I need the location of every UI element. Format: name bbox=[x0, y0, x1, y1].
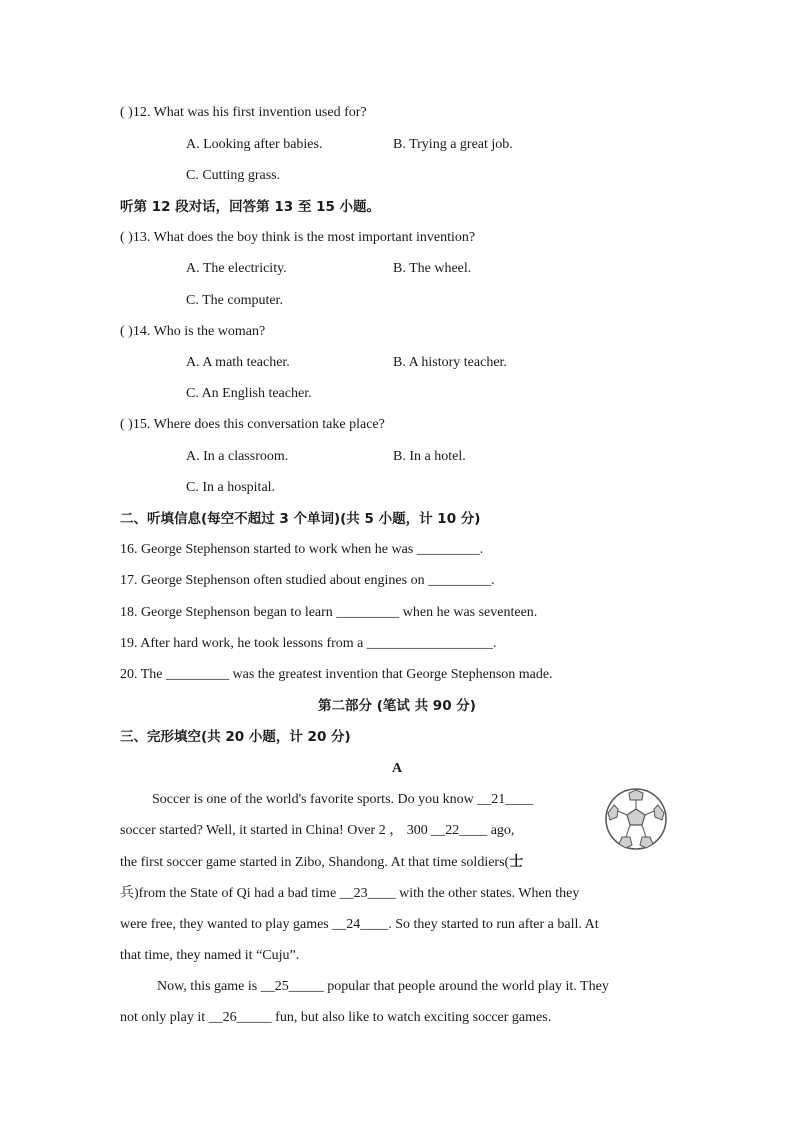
passage-text: ago, bbox=[487, 823, 515, 838]
question-15-option-b: B. In a hotel. bbox=[393, 449, 466, 464]
passage-text: )from the State of Qi had a bad time bbox=[134, 886, 340, 901]
passage-line-5 bbox=[120, 916, 599, 934]
fill-item-18: 18. George Stephenson began to learn _________ when he was seventeen. bbox=[120, 605, 538, 620]
instruction-dialogue-12: 听第 12 段对话，回答第 13 至 15 小题。 bbox=[120, 199, 381, 215]
passage-line-7 bbox=[157, 978, 609, 996]
blank-22: __22____ bbox=[431, 823, 488, 838]
passage-text: not only play it bbox=[120, 1010, 209, 1025]
passage-text: Soccer is one of the world's favorite sports. Do you know bbox=[152, 792, 478, 807]
passage-text: fun, but also like to watch exciting soccer games. bbox=[271, 1010, 552, 1025]
question-12-option-b: B. Trying a great job. bbox=[393, 137, 513, 152]
blank-23: __23____ bbox=[339, 886, 396, 901]
passage-line-6: that time, they named it “Cuju”. bbox=[120, 948, 300, 963]
fill-item-16: 16. George Stephenson started to work when he was _________. bbox=[120, 542, 484, 557]
question-12-option-c: C. Cutting grass. bbox=[186, 168, 281, 183]
question-15-stem: ( )15. Where does this conversation take place? bbox=[120, 417, 385, 432]
passage-line-4 bbox=[120, 884, 579, 903]
passage-text: soccer started? Well, it started in China! Over 2 ， 300 bbox=[120, 823, 432, 838]
question-14-option-b: B. A history teacher. bbox=[393, 355, 507, 370]
passage-text: the first soccer game started in Zibo, Shandong. At that time soldiers( bbox=[120, 855, 510, 870]
question-13-option-c: C. The computer. bbox=[186, 293, 283, 308]
question-14-option-c: C. An English teacher. bbox=[186, 386, 312, 401]
passage-text: Now, this game is bbox=[157, 979, 261, 994]
passage-line-8 bbox=[120, 1009, 551, 1027]
question-13-option-a: A. The electricity. bbox=[186, 261, 287, 276]
passage-text: were free, they wanted to play games bbox=[120, 917, 333, 932]
question-14-stem: ( )14. Who is the woman? bbox=[120, 324, 266, 339]
passage-line-2 bbox=[120, 822, 514, 840]
question-15-option-a: A. In a classroom. bbox=[186, 449, 289, 464]
question-12-stem: ( )12. What was his first invention used for? bbox=[120, 105, 367, 120]
question-12-option-a: A. Looking after babies. bbox=[186, 137, 323, 152]
blank-24: __24____ bbox=[332, 917, 389, 932]
blank-26: __26_____ bbox=[208, 1010, 272, 1025]
passage-line-3 bbox=[120, 853, 523, 872]
blank-25: __25_____ bbox=[260, 979, 324, 994]
section-2-title: 二、听填信息(每空不超过 3 个单词)(共 5 小题，计 10 分) bbox=[120, 511, 481, 527]
passage-line-1 bbox=[152, 791, 533, 809]
passage-cjk-text: 士 bbox=[509, 854, 524, 870]
soccer-ball-icon bbox=[604, 787, 668, 851]
question-13-stem: ( )13. What does the boy think is the most important invention? bbox=[120, 230, 476, 245]
question-15-option-c: C. In a hospital. bbox=[186, 480, 276, 495]
passage-text: with the other states. When they bbox=[395, 886, 580, 901]
fill-item-19: 19. After hard work, he took lessons from a __________________. bbox=[120, 636, 497, 651]
fill-item-20: 20. The _________ was the greatest invention that George Stephenson made. bbox=[120, 667, 553, 682]
section-3-title: 三、完形填空(共 20 小题，计 20 分) bbox=[120, 729, 351, 745]
part-2-title: 第二部分 (笔试 共 90 分) bbox=[318, 698, 476, 714]
fill-item-17: 17. George Stephenson often studied about engines on _________. bbox=[120, 573, 495, 588]
blank-21: __21____ bbox=[477, 792, 534, 807]
passage-cjk-text: 兵 bbox=[120, 885, 134, 901]
passage-text: . So they started to run after a ball. At bbox=[388, 917, 599, 932]
passage-label: A bbox=[391, 761, 403, 776]
passage-text: popular that people around the world play it. They bbox=[323, 979, 609, 994]
question-14-option-a: A. A math teacher. bbox=[186, 355, 290, 370]
question-13-option-b: B. The wheel. bbox=[393, 261, 472, 276]
